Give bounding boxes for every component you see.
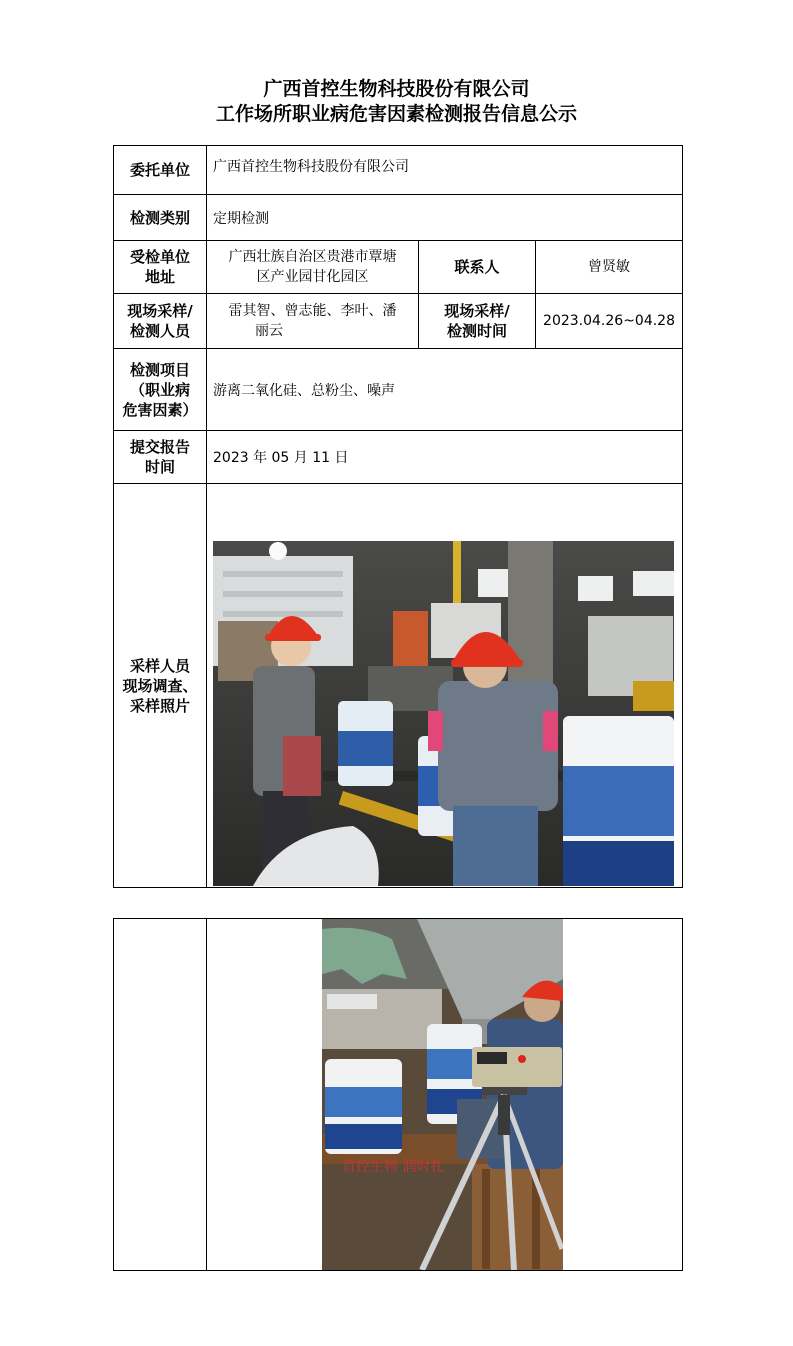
photo-watermark: 首控生物 润时扎 bbox=[342, 1159, 445, 1175]
time-value: 2023.04.26~04.28 bbox=[536, 294, 683, 349]
items-label-line3: 危害因素） bbox=[122, 400, 198, 419]
report-title: 工作场所职业病危害因素检测报告信息公示 bbox=[215, 103, 577, 125]
time-label bbox=[419, 294, 536, 349]
staff-value-line2: 丽云 bbox=[255, 323, 283, 339]
type-value: 定期检测 bbox=[207, 195, 683, 241]
address-label bbox=[114, 241, 207, 294]
submit-label-line1: 提交报告 bbox=[129, 438, 190, 456]
photo-label-line2: 现场调查、 bbox=[122, 676, 198, 695]
submit-label bbox=[114, 431, 207, 484]
contact-value: 曾贤敏 bbox=[536, 241, 683, 294]
photo-label-line1: 采样人员 bbox=[129, 656, 190, 675]
staff-label bbox=[114, 294, 207, 349]
address-value-line2: 区产业园甘化园区 bbox=[256, 269, 369, 285]
submit-value: 2023 年 05 月 11 日 bbox=[207, 431, 683, 484]
type-label: 检测类别 bbox=[114, 195, 207, 241]
time-label-line2: 检测时间 bbox=[446, 322, 507, 340]
empty-label-cell bbox=[114, 919, 207, 1271]
photo-label bbox=[114, 484, 207, 888]
address-label-line1: 受检单位 bbox=[129, 248, 190, 266]
address-value-line1: 广西壮族自治区贵港市覃塘 bbox=[228, 249, 397, 265]
items-label-line1: 检测项目 bbox=[129, 360, 190, 379]
time-label-line1: 现场采样/ bbox=[444, 302, 510, 320]
staff-label-line2: 检测人员 bbox=[129, 322, 190, 340]
items-value: 游离二氧化硅、总粉尘、噪声 bbox=[207, 349, 683, 431]
submit-label-line2: 时间 bbox=[144, 458, 175, 476]
address-label-line2: 地址 bbox=[144, 268, 175, 286]
items-label-line2: （职业病 bbox=[129, 380, 190, 399]
staff-value bbox=[207, 294, 419, 349]
contact-label: 联系人 bbox=[419, 241, 536, 294]
staff-value-line1: 雷其智、曾志能、李叶、潘 bbox=[228, 303, 397, 319]
address-value bbox=[207, 241, 419, 294]
items-label bbox=[114, 349, 207, 431]
staff-label-line1: 现场采样/ bbox=[127, 302, 193, 320]
photo-label-line3: 采样照片 bbox=[129, 696, 190, 715]
sampling-photo-2 bbox=[322, 919, 563, 1270]
client-label: 委托单位 bbox=[114, 146, 207, 195]
client-value: 广西首控生物科技股份有限公司 bbox=[207, 146, 683, 195]
company-title: 广西首控生物科技股份有限公司 bbox=[263, 78, 530, 100]
sampling-photo-1 bbox=[213, 541, 674, 886]
